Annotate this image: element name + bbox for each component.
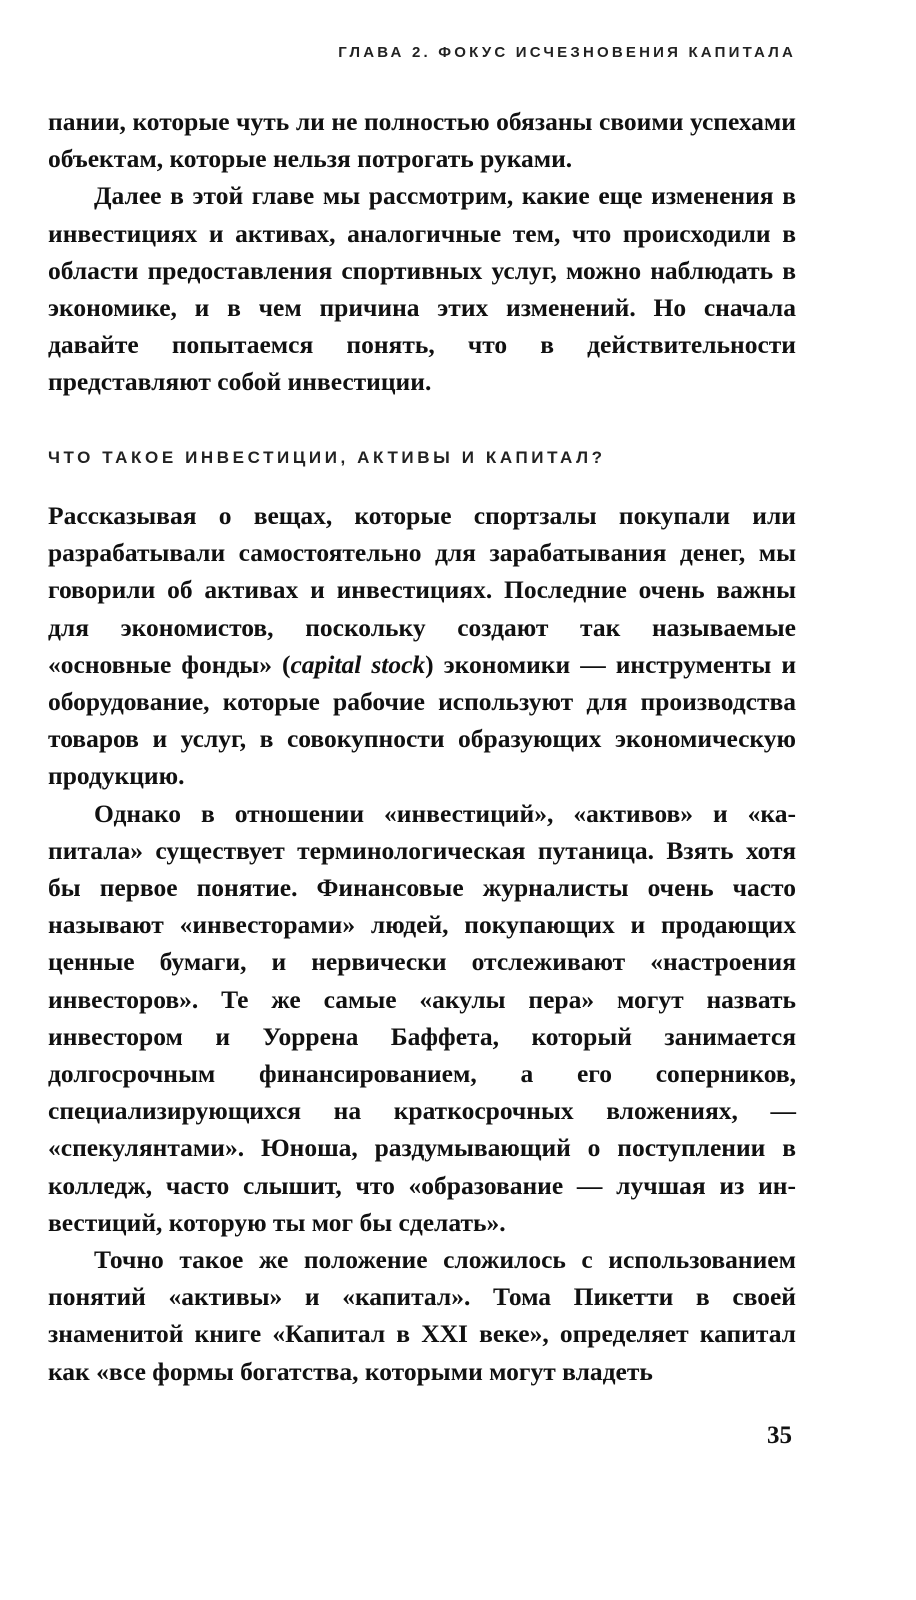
section-paragraph-3: Точно такое же положение сложилось с использованием понятий «активы» и «капитал». Тома Пикетти в своей знаменитой книге «Капитал в XXI веке», определяет капитал как «все формы богатства, которыми могут владеть [48,1245,796,1386]
section-paragraph-1 [48,497,796,795]
paragraph-1-end: ) экономики — инструменты и оборудование, которые рабочие используют для производства товаров и услуг, в совокупности образующих экономическую продукцию. [48,649,797,791]
section-text [48,497,796,1390]
intro-text [48,103,796,401]
intro-paragraph: Далее в этой главе мы рассмотрим, какие еще изменения в инвестициях и активах, аналогичные тем, что происходили в области предоставления спортивных услуг, можно наблюдать в экономике, и в чем причина этих изменений. Но сначала давайте попытаемся понять, что в действительности представляют собой инвестиции. [48,181,796,397]
paragraph-1-start: Рассказывая о вещах, которые спортзалы покупали или разрабатывали самостоятельно для зарабатывания денег, мы говорили об активах и инвестициях. Последние очень важны для экономистов, поскольку создают так называемые «основные фонды» ( [48,501,796,679]
section-heading: ЧТО ТАКОЕ ИНВЕСТИЦИИ, АКТИВЫ И КАПИТАЛ? [48,448,606,467]
section-paragraph-2: Однако в отношении «инвестиций», «активов» и «капитала» существует терминологическая путаница. Взять хотя бы первое понятие. Финансовые журналисты очень часто называют «инвесторами» людей, покупающих и продающих ценные бумаги, и нервически отслеживают «настроения инвесторов». Те же самые «акулы пера» могут назвать инвестором и Уоррена Баффета, который занимается долгосрочным финансированием, а его соперников, специализирующихся на краткосрочных вложениях, — «спекулянтами». Юноша, раздумывающий о поступлении в колледж, часто слышит, что «образование — лучшая из инвестиций, которую ты мог бы сделать». [48,798,796,1237]
intro-paragraph-continued: пании, которые чуть ли не полностью обязаны своими успехами объектам, которые нельзя потрогать руками. [48,107,796,174]
running-head: ГЛАВА 2. ФОКУС ИСЧЕЗНОВЕНИЯ КАПИТАЛА [338,44,796,61]
page-number: 35 [767,1422,792,1449]
italic-term: capital stock [290,649,426,679]
